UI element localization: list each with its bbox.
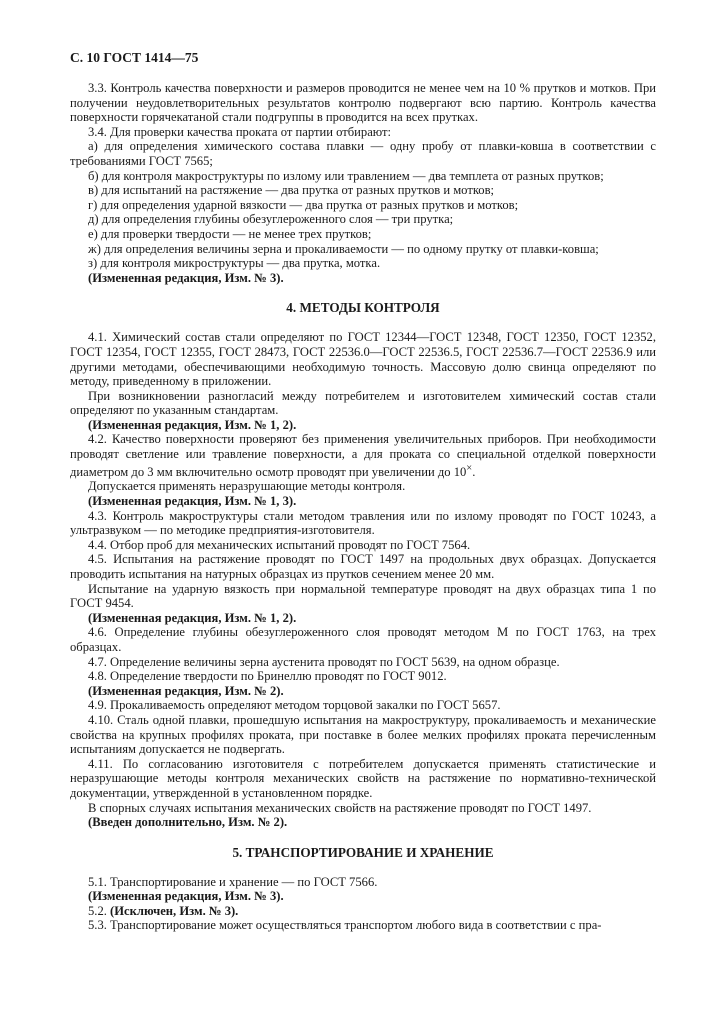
clause-4-7: 4.7. Определение величины зерна аустенита проводят по ГОСТ 5639, на одном образце. bbox=[88, 654, 560, 669]
clause-3-4-item-d: д) для определения глубины обезуглероженного слоя — три прутка; bbox=[88, 212, 454, 227]
clause-3-4: 3.4. Для проверки качества проката от партии отбирают: bbox=[88, 124, 392, 139]
clause-5-2: 5.2. (Исключен, Изм. № 3). bbox=[88, 903, 239, 918]
clause-4-2-text: 4.2. Качество поверхности проверяют без применения увеличительных приборов. При необходимости проводят светление или травление поверхности, а для проката со специальной отделкой поверхности диаметром до 3 мм включительно осмотр проводят при увеличении до 10 bbox=[70, 432, 656, 479]
clause-4-1-disputes: При возникновении разногласий между потребителем и изготовителем химический состав стали определяют по указанным стандартам. bbox=[70, 388, 656, 418]
clause-4-2-ndt: Допускается применять неразрушающие методы контроля. bbox=[88, 479, 406, 494]
amendment-note: (Измененная редакция, Изм. № 1, 3). bbox=[88, 494, 297, 509]
clause-5-1: 5.1. Транспортирование и хранение — по ГОСТ 7566. bbox=[88, 874, 378, 889]
clause-3-4-item-a: а) для определения химического состава плавки — одну пробу от плавки-ковша в соответствии с требованиями ГОСТ 7565; bbox=[70, 139, 656, 168]
clause-4-5-impact: Испытание на ударную вязкость при нормальной температуре проводят на двух образцах типа 1 по ГОСТ 9454. bbox=[70, 581, 656, 611]
clause-4-10: 4.10. Сталь одной плавки, прошедшую испытания на макроструктуру, прокаливаемость и механические свойства на крупных профилях проката, при поставке в более мелких профилях проката перечисленным испытаниям допускается не подвергать. bbox=[70, 712, 656, 757]
running-header: С. 10 ГОСТ 1414—75 bbox=[70, 50, 199, 65]
clause-4-1: 4.1. Химический состав стали определяют по ГОСТ 12344—ГОСТ 12348, ГОСТ 12350, ГОСТ 12352, ГОСТ 12354, ГОСТ 12355, ГОСТ 28473, ГОСТ 22536.0—ГОСТ 22536.5, ГОСТ 22536.7—ГОСТ 22536.9 или другими методами, обеспечивающими необходимую точность. Массовую долю свинца определяют по методу, приведенному в приложении. bbox=[70, 330, 656, 389]
amendment-note: (Измененная редакция, Изм. № 3). bbox=[88, 889, 284, 904]
clause-4-4: 4.4. Отбор проб для механических испытаний проводят по ГОСТ 7564. bbox=[88, 537, 471, 552]
clause-4-3: 4.3. Контроль макроструктуры стали методом травления или по излому проводят по ГОСТ 10243, а ультразвуком — по методике предприятия-изготовителя. bbox=[70, 508, 656, 538]
clause-4-9: 4.9. Прокаливаемость определяют методом торцовой закалки по ГОСТ 5657. bbox=[88, 698, 501, 713]
clause-3-4-item-zh: ж) для определения величины зерна и прокаливаемости — по одному прутку от плавки-ковша; bbox=[88, 241, 599, 256]
amendment-note: (Исключен, Изм. № 3). bbox=[110, 903, 239, 918]
clause-4-11: 4.11. По согласованию изготовителя с потребителем допускается применять статистические и неразрушающие методы контроля механических свойств на растяжение по нормативно-технической документации, утвержденной в установленном порядке. bbox=[70, 756, 656, 800]
clause-4-5: 4.5. Испытания на растяжение проводят по ГОСТ 1497 на продольных двух образцах. Допускается проводить испытания на натурных образцах из прутков сечением менее 20 мм. bbox=[70, 552, 656, 581]
clause-3-4-item-b: б) для контроля макроструктуры по излому или травлением — два темплета от разных прутков; bbox=[88, 168, 604, 183]
amendment-note: (Введен дополнительно, Изм. № 2). bbox=[88, 815, 288, 830]
amendment-note: (Измененная редакция, Изм. № 1, 2). bbox=[88, 610, 297, 625]
section-4-heading: 4. МЕТОДЫ КОНТРОЛЯ bbox=[286, 300, 440, 316]
clause-4-6: 4.6. Определение глубины обезуглероженного слоя проводят методом М по ГОСТ 1763, на трех образцах. bbox=[70, 625, 656, 654]
clause-4-11-disputes: В спорных случаях испытания механических свойств на растяжение проводят по ГОСТ 1497. bbox=[88, 800, 592, 815]
section-5-heading: 5. ТРАНСПОРТИРОВАНИЕ И ХРАНЕНИЕ bbox=[232, 844, 494, 860]
clause-3-4-item-z: з) для контроля микроструктуры — два прутка, мотка. bbox=[88, 256, 381, 271]
clause-3-4-item-g: г) для определения ударной вязкости — два прутка от разных прутков и мотков; bbox=[88, 197, 519, 212]
clause-5-3: 5.3. Транспортирование может осуществляться транспортом любого вида в соответствии с пра- bbox=[88, 918, 602, 933]
clause-4-8: 4.8. Определение твердости по Бринеллю проводят по ГОСТ 9012. bbox=[88, 669, 447, 684]
document-body bbox=[70, 81, 656, 933]
clause-3-3: 3.3. Контроль качества поверхности и размеров проводится не менее чем на 10 % прутков и мотков. При получении неудовлетворительных результатов контролю подвергают всю партию. Контроль качества поверхности горячекатаной стали подгруппы в проводится на всех прутках. bbox=[70, 81, 656, 125]
clause-4-2: 4.2. Качество поверхности проверяют без применения увеличительных приборов. При необходимости проводят светление или травление поверхности, а для проката со специальной отделкой поверхности диаметром до 3 мм включительно осмотр проводят при увеличении до 10×. bbox=[70, 432, 656, 479]
magnification-sign: × bbox=[466, 462, 473, 474]
amendment-note: (Измененная редакция, Изм. № 2). bbox=[88, 683, 284, 698]
clause-3-4-item-e: е) для проверки твердости — не менее трех прутков; bbox=[88, 226, 372, 241]
amendment-note: (Измененная редакция, Изм. № 1, 2). bbox=[88, 417, 297, 432]
clause-3-4-item-v: в) для испытаний на растяжение — два прутка от разных прутков и мотков; bbox=[88, 183, 495, 198]
amendment-note: (Измененная редакция, Изм. № 3). bbox=[88, 270, 284, 285]
